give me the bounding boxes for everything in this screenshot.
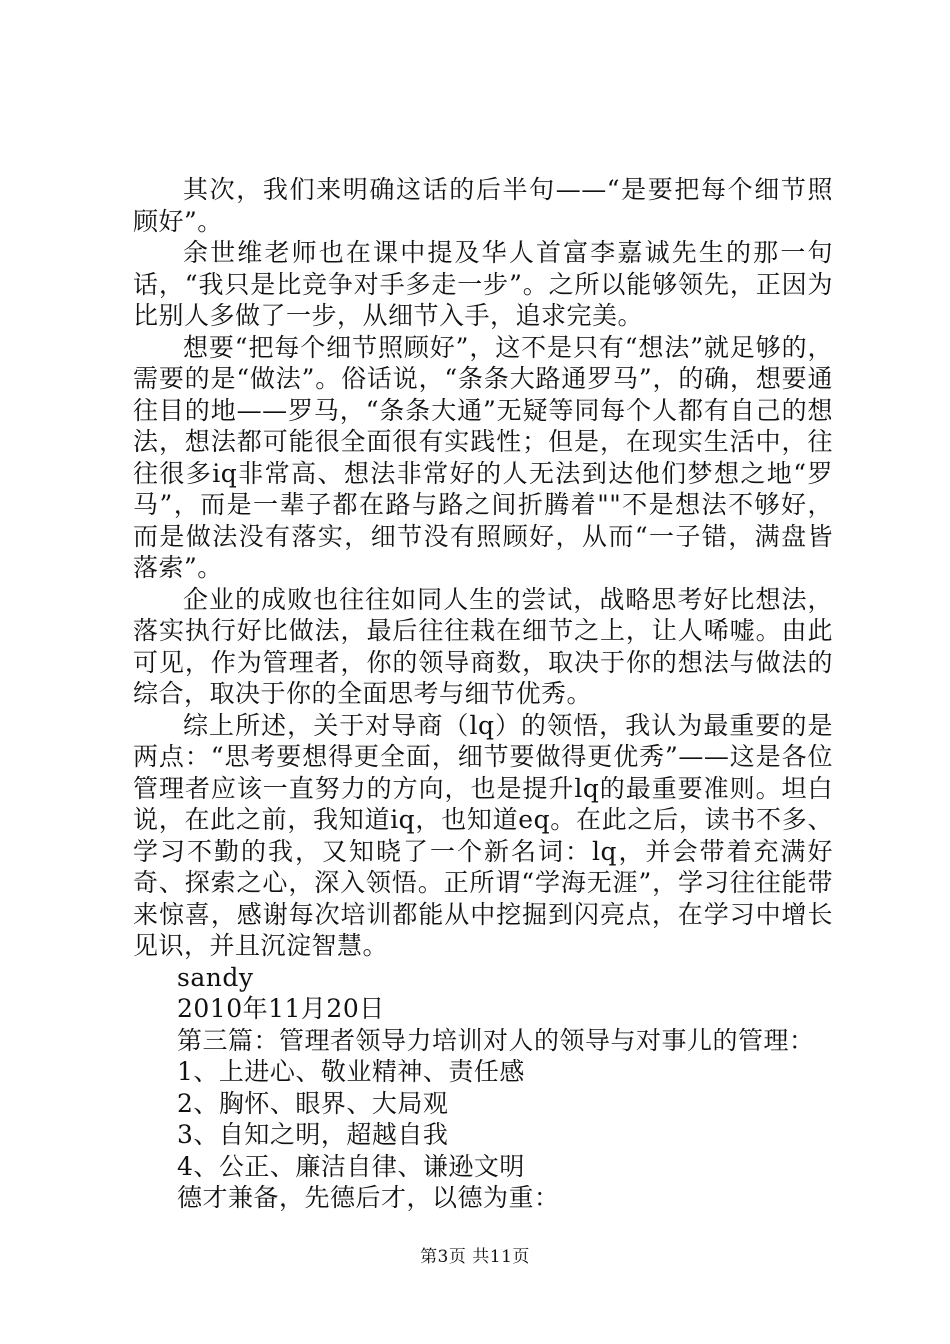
document-body [133,174,833,1214]
paragraph: 其次，我们来明确这话的后半句——“是要把每个细节照顾好”。 [133,175,833,236]
paragraph: 企业的成败也往往如同人生的尝试，战略思考好比想法，落实执行好比做法，最后往往栽在细节之上，让人唏嘘。由此可见，作为管理者，你的领导商数，取决于你的想法与做法的综合，取决于你的全面思考与细节优秀。 [133,584,833,708]
signature: sandy [177,962,254,992]
date-line: 2010年11月20日 [177,994,385,1023]
paragraph: 想要“把每个细节照顾好”，这不是只有“想法”就足够的，需要的是“做法”。俗话说，“条条大路通罗马”，的确，想要通往目的地——罗马，“条条大通”无疑等同每个人都有自己的想法，想法都可能很全面很有实践性；但是，在现实生活中，往往很多iq非常高、想法非常好的人无法到达他们梦想之地“罗马”，而是一辈子都在路与路之间折腾着""不是想法不够好，而是做法没有落实，细节没有照顾好，从而“一子错，满盘皆落索”。 [133,332,833,582]
closing-line: 德才兼备，先德后才，以德为重： [177,1183,560,1212]
list-item: 2、胸怀、眼界、大局观 [177,1088,449,1118]
paragraph: 余世维老师也在课中提及华人首富李嘉诚先生的那一句话，“我只是比竞争对手多走一步”。之所以能够领先，正因为比别人多做了一步，从细节入手，追求完美。 [133,238,833,330]
list-item: 4、公正、廉洁自律、谦逊文明 [177,1151,525,1181]
section-title: 第三篇：管理者领导力培训对人的领导与对事儿的管理： [177,1025,815,1055]
paragraph: 综上所述，关于对导商（lq）的领悟，我认为最重要的是两点：“思考要想得更全面，细节要做得更优秀”——这是各位管理者应该一直努力的方向，也是提升lq的最重要准则。坦白说，在此之前，我知道iq，也知道eq。在此之后，读书不多、学习不勤的我，又知晓了一个新名词：lq，并会带着充满好奇、探索之心，深入领悟。正所谓“学海无涯”，学习往往能带来惊喜，感谢每次培训都能从中挖掘到闪亮点，在学习中增长见识，并且沉淀智慧。 [133,710,833,960]
page-number-footer: 第3页 共11页 [420,1247,530,1267]
list-item: 3、自知之明，超越自我 [177,1120,449,1149]
list-item: 1、上进心、敬业精神、责任感 [177,1057,525,1086]
